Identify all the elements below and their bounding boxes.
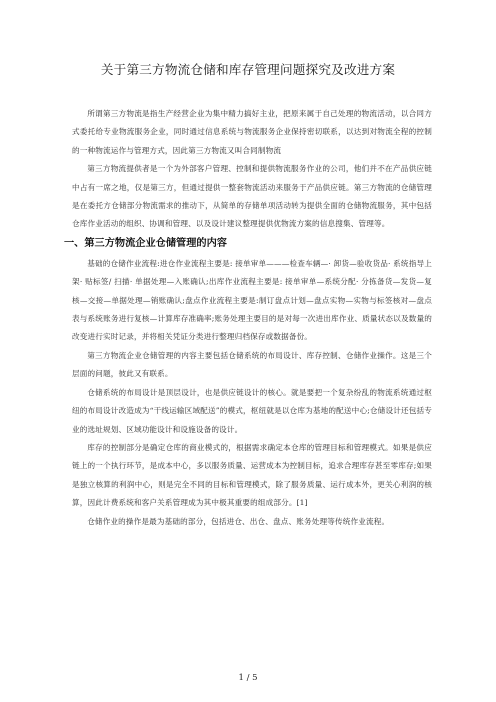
document-body	[64, 105, 432, 531]
section-paragraph-1: 基础的仓储作业流程:进仓作业流程主要是: 接单审单———检查车辆—· 卸货—验收货品· 系统指导上架· 贴标签/ 扫描· 单据处理—入账确认;出库作业流程主要是: 接单审单—系统分配· 分拣备货—发货—复核—交接—单据处理—销账确认;盘点作业流程主要是:制订盘点计划—盘点实物—实物与标签核对—盘点表与系统账务进行复核—计算库存准确率;账务处理主要目的是对每一次进出库作业、质量状态以及数量的改变进行实时记录，并将相关凭证分类进行整理归档保存或数据备份。	[72, 258, 432, 342]
document-title: 关于第三方物流仓储和库存管理问题探究及改进方案	[100, 62, 396, 77]
intro-paragraph-2: 第三方物流提供者是一个为外部客户管理、控制和提供物流服务作业的公司，他们并不在产品供应链中占有一席之地，仅是第三方，但通过提供一整套物流活动来服务于产品供应链。第三方物流的仓储管理是在委托方仓储部分物流需求的推动下，从简单的存储单项活动转为提供全面的仓储物流服务，其中包括仓库作业活动的组织、协调和管理、以及设计建议整理提供优物流方案的信息搜集、管理等。	[72, 164, 432, 229]
section-paragraph-2: 第三方物流企业仓储管理的内容主要包括仓储系统的布局设计、库存控制、仓储作业操作。这是三个层面的问题，彼此又有联系。	[72, 350, 432, 379]
page-number: 1 / 5	[238, 673, 258, 683]
section-paragraph-4: 库存的控制部分是确定仓库的商业模式的，根据需求确定本仓库的管理目标和管理模式。如果是供应链上的一个执行环节，是成本中心，多以服务质量、运营成本为控制目标，追求合理库存甚至零库存;如果是独立核算的利润中心，则是完全不同的目标和管理模式，除了服务质量、运行成本外，更关心利润的核算，因此计费系统和客户关系管理成为其中极其重要的组成部分。[1]	[72, 442, 432, 508]
section-paragraph-3: 仓储系统的布局设计是顶层设计，也是供应链设计的核心。就是要把一个复杂纷乱的物流系统通过枢纽的布局设计改造成为“干线运输区域配送”的模式，枢纽就是以仓库为基地的配送中心;仓储设计还包括专业的选址规划、区域功能设计和设施设备的设计。	[72, 387, 432, 434]
section-heading: 一、第三方物流企业仓储管理的内容	[64, 237, 227, 249]
section-paragraph-5: 仓储作业的操作是最为基础的部分，包括进仓、出仓、盘点、账务处理等传统作业流程。	[87, 516, 390, 526]
intro-paragraph-1: 所谓第三方物流是指生产经营企业为集中精力搞好主业，把原来属于自己处理的物流活动，以合同方式委托给专业物流服务企业，同时通过信息系统与物流服务企业保持密切联系，以达到对物流全程的控制的一种物流运作与管理方式，因此第三方物流又叫合同制物流	[72, 109, 432, 155]
